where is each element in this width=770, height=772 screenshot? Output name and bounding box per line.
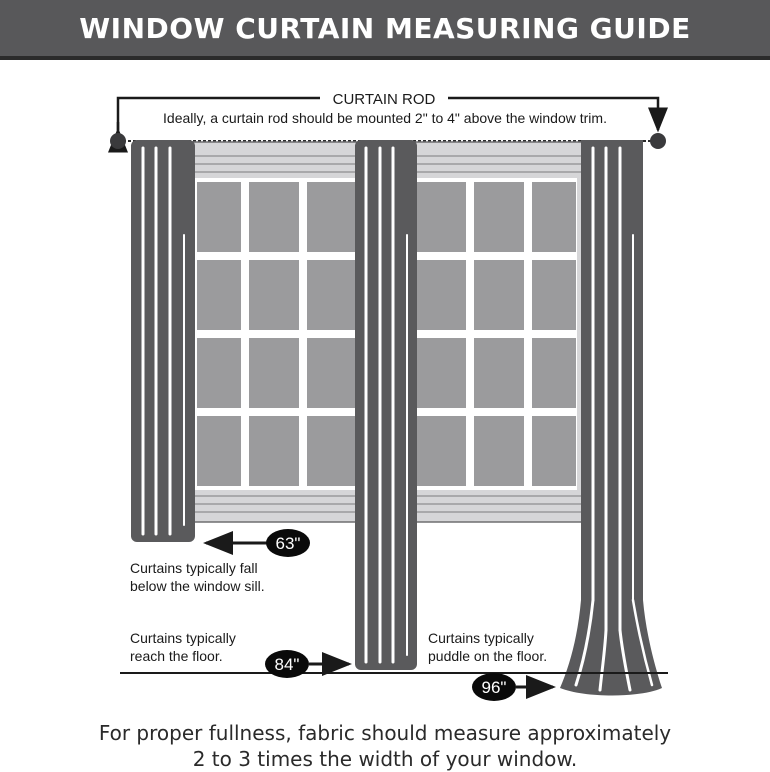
rod-finial-left	[110, 133, 126, 149]
rod-finial-right	[650, 133, 666, 149]
curtain-center	[355, 140, 417, 670]
rod-note: Ideally, a curtain rod should be mounted 2" to 4" above the window trim.	[163, 110, 607, 126]
footer-note	[0, 720, 770, 772]
footer-line-2: 2 to 3 times the width of your window.	[192, 747, 578, 771]
note-84-line1: Curtains typically	[130, 630, 236, 646]
curtain-diagram	[0, 60, 770, 720]
badge-84-label: 84"	[274, 655, 300, 674]
measurement-63	[206, 529, 310, 557]
note-96-line1: Curtains typically	[428, 630, 534, 646]
rod-title: CURTAIN ROD	[332, 91, 436, 108]
measurement-96	[472, 673, 553, 701]
note-63-line2: below the window sill.	[130, 578, 265, 594]
note-63-line1: Curtains typically fall	[130, 560, 258, 576]
badge-96-label: 96"	[481, 678, 507, 697]
note-96-line2: puddle on the floor.	[428, 648, 548, 664]
header-banner	[0, 0, 770, 56]
note-84-line2: reach the floor.	[130, 648, 223, 664]
footer-line-1: For proper fullness, fabric should measure approximately	[98, 721, 672, 745]
page-title: WINDOW CURTAIN MEASURING GUIDE	[79, 11, 691, 45]
badge-63-label: 63"	[275, 534, 301, 553]
curtain-left	[131, 140, 195, 542]
